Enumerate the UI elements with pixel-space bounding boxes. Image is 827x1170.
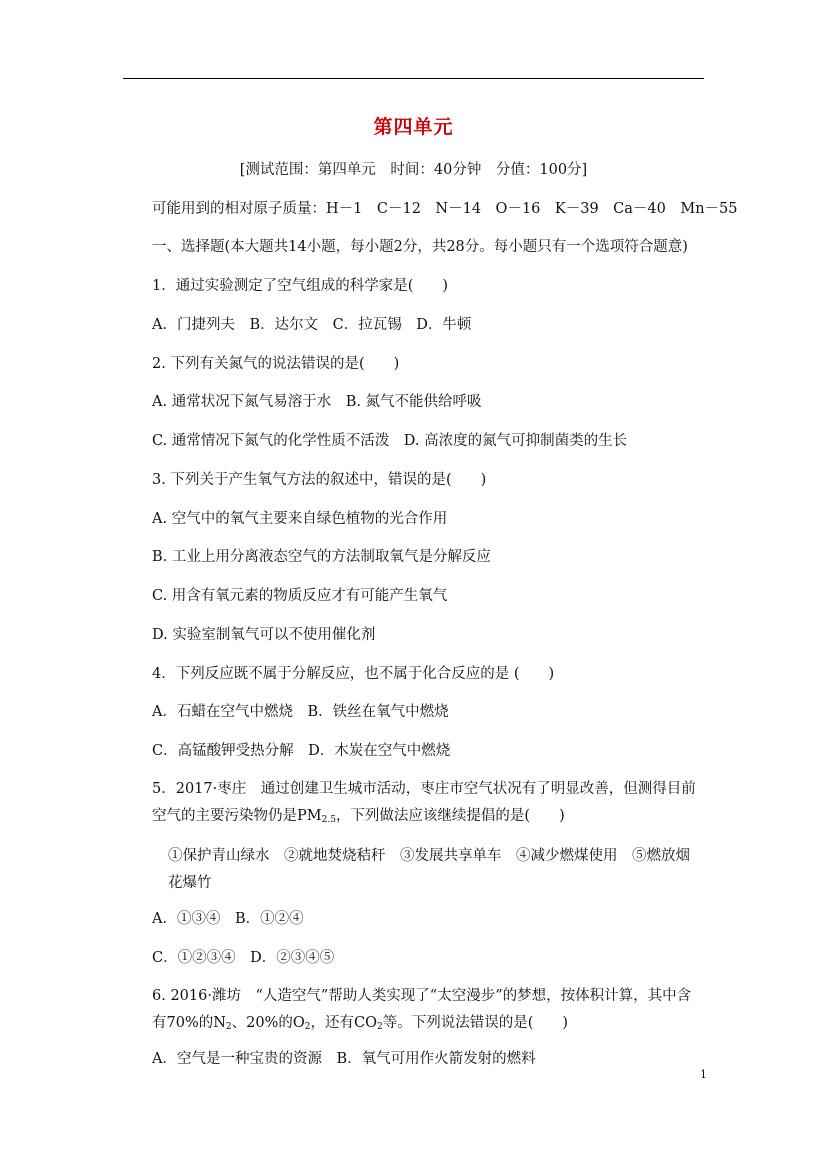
q5-option-cd: C．①②③④ D．②③④⑤ bbox=[152, 950, 335, 966]
q2-option-cd: C. 通常情况下氮气的化学性质不活泼 D. 高浓度的氮气可抑制菌类的生长 bbox=[152, 433, 628, 449]
q3-option-c: C. 用含有氧元素的物质反应才有可能产生氧气 bbox=[152, 588, 448, 604]
atomic-mass-line: 可能用到的相对原子质量：H－1 C－12 N－14 O－16 K－39 Ca－40 Mn－55 bbox=[152, 201, 738, 217]
q1-stem: 1．通过实验测定了空气组成的科学家是( ) bbox=[152, 278, 449, 294]
q5-items: ①保护青山绿水 ②就地焚烧秸秆 ③发展共享单车 ④减少燃煤使用 ⑤燃放烟花爆竹 bbox=[168, 848, 690, 891]
q3-option-b: B. 工业上用分离液态空气的方法制取氧气是分解反应 bbox=[152, 549, 491, 565]
q2-stem: 2. 下列有关氮气的说法错误的是( ) bbox=[152, 356, 400, 372]
q3-stem: 3. 下列关于产生氧气方法的叙述中，错误的是( ) bbox=[152, 472, 487, 488]
header-rule bbox=[123, 78, 704, 79]
test-range: [测试范围：第四单元 时间：40分钟 分值：100分] bbox=[239, 162, 588, 178]
q3-option-d: D. 实验室制氧气可以不使用催化剂 bbox=[152, 627, 376, 643]
q1-options: A．门捷列夫 B．达尔文 C．拉瓦锡 D．牛顿 bbox=[152, 317, 472, 333]
page-title: 第四单元 bbox=[373, 116, 454, 138]
q4-option-ab: A．石蜡在空气中燃烧 B．铁丝在氧气中燃烧 bbox=[152, 704, 449, 720]
q3-option-a: A. 空气中的氧气主要来自绿色植物的光合作用 bbox=[152, 511, 448, 527]
q4-stem: 4．下列反应既不属于分解反应，也不属于化合反应的是 ( ) bbox=[152, 666, 555, 682]
q6-stem: 6. 2016·潍坊 “人造空气”帮助人类实现了“太空漫步”的梦想，按体积计算，其中含有70%的$N_2$、20%的$O_2$，还有$CO_2$等。下列说法错误的是( ) bbox=[152, 988, 692, 1032]
q6-option-ab: A．空气是一种宝贵的资源 B．氧气可用作火箭发射的燃料 bbox=[152, 1051, 536, 1067]
q2-option-ab: A. 通常状况下氮气易溶于水 B. 氮气不能供给呼吸 bbox=[152, 394, 482, 410]
page-number: 1 bbox=[700, 1068, 707, 1081]
q5-option-ab: A．①③④ B．①②④ bbox=[152, 911, 304, 927]
section-heading: 一、选择题(本大题共14小题，每小题2分，共28分。每小题只有一个选项符合题意) bbox=[152, 239, 688, 255]
q4-option-cd: C．高锰酸钾受热分解 D．木炭在空气中燃烧 bbox=[152, 743, 451, 759]
q5-stem: 5．2017·枣庄 通过创建卫生城市活动，枣庄市空气状况有了明显改善，但测得目前空气的主要污染物仍是$PM_{2.5}$，下列做法应该继续提倡的是( ) bbox=[152, 781, 696, 825]
